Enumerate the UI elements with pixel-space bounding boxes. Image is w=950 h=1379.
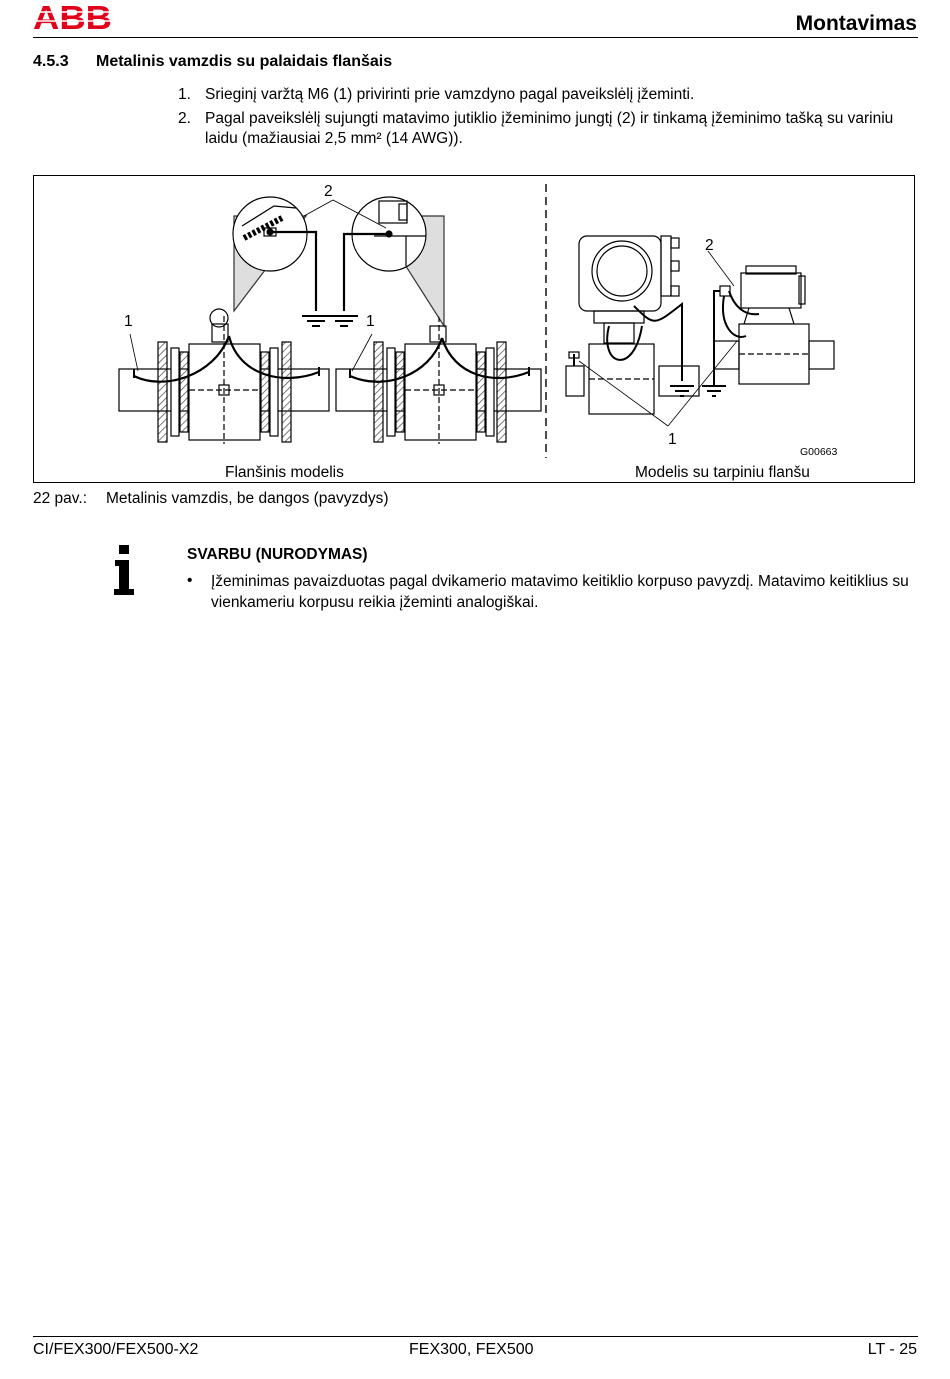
- footer-doc-id: CI/FEX300/FEX500-X2: [33, 1341, 199, 1358]
- step-text: Pagal paveikslėlį sujungti matavimo jutiklio įžeminimo jungtį (2) ir tinkamą įžeminimo tašką su variniu laidu (mažiausiai 2,5 mm² (14 AWG)).: [205, 110, 894, 147]
- info-icon: [113, 545, 135, 595]
- grounding-diagram: [34, 176, 914, 482]
- callout-1-middle: 1: [366, 313, 375, 330]
- note-bullet: •: [187, 572, 193, 589]
- abb-logo: [33, 2, 113, 32]
- logo-text: ABB: [33, 2, 112, 32]
- heading-title: Metalinis vamzdis su palaidais flanšais: [96, 53, 393, 70]
- footer-product: FEX300, FEX500: [409, 1341, 534, 1358]
- figure-caption-number: 22 pav.:: [33, 490, 88, 507]
- step-text: Srieginį varžtą M6 (1) privirinti prie vamzdyno pagal paveikslėlį įžeminti.: [205, 86, 695, 103]
- note-text: Įžeminimas pavaizduotas pagal dvikamerio matavimo keitiklio korpuso pavyzdį. Matavimo keitiklius su vienkameriu korpusu reikia įžeminti analogiškai.: [211, 573, 909, 611]
- footer-rule: [33, 1336, 918, 1337]
- step-item: [178, 109, 912, 149]
- section-title: Montavimas: [795, 12, 917, 35]
- heading-number: 4.5.3: [33, 53, 69, 70]
- callout-2-right: 2: [705, 237, 714, 254]
- flanged-model-left: [119, 309, 329, 444]
- callout-2-left: 2: [324, 183, 333, 200]
- footer-page-number: LT - 25: [867, 1341, 917, 1358]
- flanged-model-middle: [336, 316, 541, 444]
- label-wafer-model: Modelis su tarpiniu flanšu: [635, 464, 810, 481]
- step-number: 1.: [178, 86, 191, 103]
- label-flanged-model: Flanšinis modelis: [225, 464, 344, 481]
- wafer-model-sensor: [714, 266, 834, 386]
- header-rule: [33, 37, 918, 38]
- ground-symbol: [670, 386, 726, 396]
- step-number: 2.: [178, 110, 191, 127]
- callout-1-right: 1: [668, 431, 677, 448]
- figure: [33, 175, 915, 483]
- step-item: [178, 85, 912, 105]
- ground-symbol: [302, 316, 358, 326]
- figure-code: G00663: [800, 446, 838, 458]
- figure-caption-text: Metalinis vamzdis, be dangos (pavyzdys): [106, 490, 389, 507]
- callout-1-left: 1: [124, 313, 133, 330]
- wafer-model-transmitter: [566, 236, 699, 414]
- note-title: SVARBU (NURODYMAS): [187, 546, 368, 563]
